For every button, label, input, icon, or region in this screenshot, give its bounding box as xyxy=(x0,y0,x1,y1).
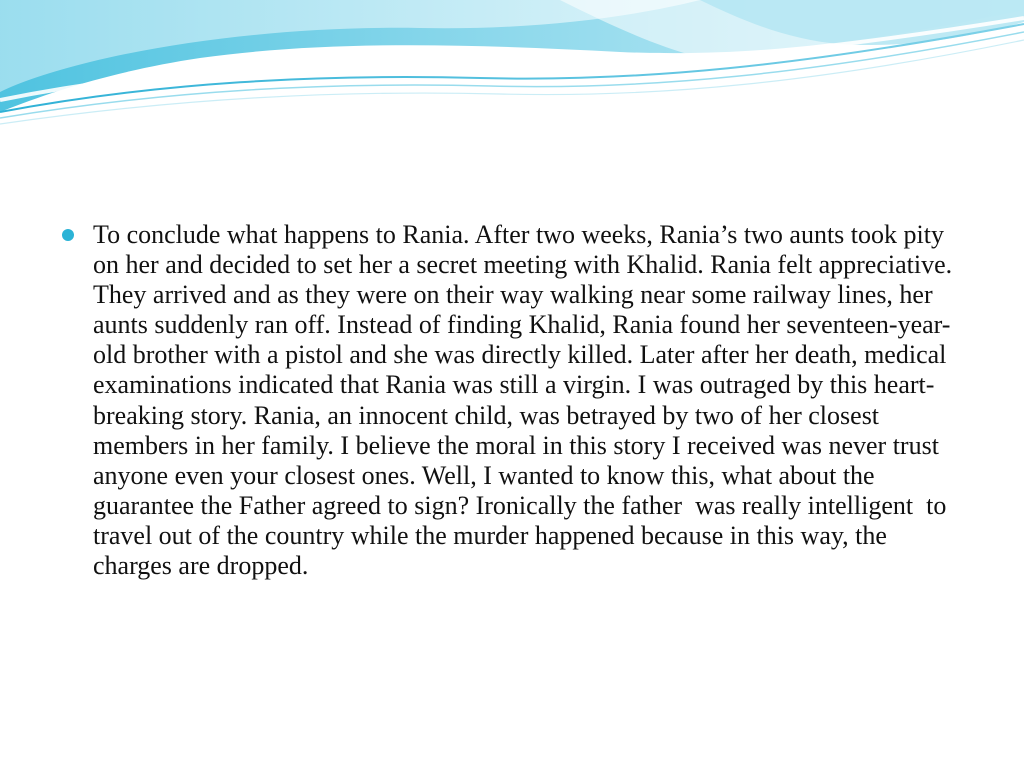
bullet-dot-icon xyxy=(62,229,74,241)
content-area xyxy=(62,220,972,581)
bullet-item xyxy=(62,220,972,581)
wave-header-decoration xyxy=(0,0,1024,130)
bullet-text: To conclude what happens to Rania. After two weeks, Rania’s two aunts took pity on her and decided to set her a secret meeting with Khalid. Rania felt appreciative. They arrived and as they were on their way walking near some railway lines, her aunts suddenly ran off. Instead of finding Khalid, Rania found her seventeen-year-old brother with a pistol and she was directly killed. Later after her death, medical examinations indicated that Rania was still a virgin. I was outraged by this heart-breaking story. Rania, an innocent child, was betrayed by two of her closest members in her family. I believe the moral in this story I received was never trust anyone even your closest ones. Well, I wanted to know this, what about the guarantee the Father agreed to sign? Ironically the father was really intelligent to travel out of the country while the murder happened because in this way, the charges are dropped. xyxy=(93,220,959,581)
